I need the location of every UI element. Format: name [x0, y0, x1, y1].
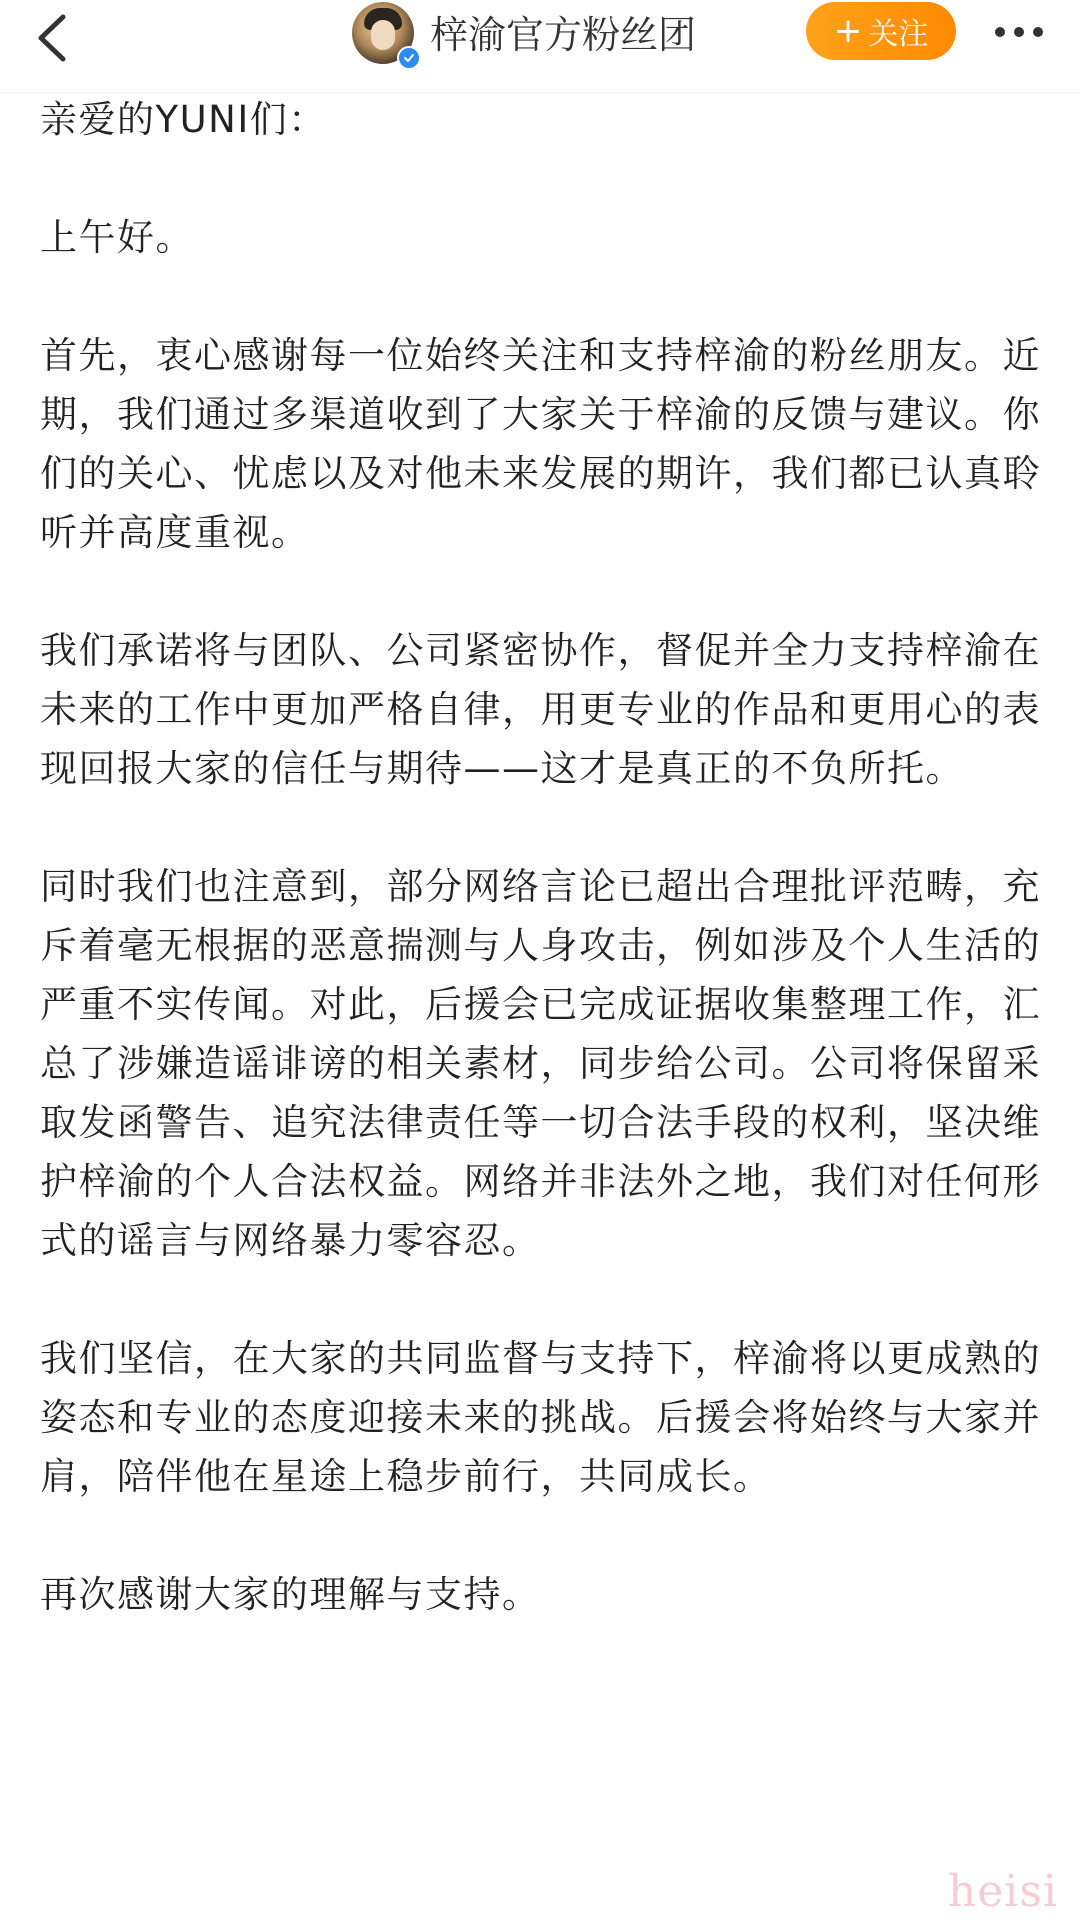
more-dots-icon: [995, 27, 1005, 37]
plus-icon: +: [833, 11, 863, 51]
back-button[interactable]: [28, 6, 76, 70]
top-nav-bar: [0, 0, 1080, 93]
post-paragraph: 我们坚信，在大家的共同监督与支持下，梓渝将以更成熟的姿态和专业的态度迎接未来的挑战。后援会将始终与大家并肩，陪伴他在星途上稳步前行，共同成长。: [40, 1337, 1041, 1498]
account-name[interactable]: 梓渝官方粉丝团: [430, 13, 697, 57]
post-paragraph: 同时我们也注意到，部分网络言论已超出合理批评范畴，充斥着毫无根据的恶意揣测与人身攻击，例如涉及个人生活的严重不实传闻。对此，后援会已完成证据收集整理工作，汇总了涉嫌造谣诽谤的相关素材，同步给公司。公司将保留采取发函警告、追究法律责任等一切合法手段的权利，坚决维护梓渝的个人合法权益。网络并非法外之地，我们对任何形式的谣言与网络暴力零容忍。: [40, 865, 1041, 1262]
post-body: [40, 90, 1050, 1624]
post-salutation: 上午好。: [40, 216, 194, 259]
post-closing: 再次感谢大家的理解与支持。: [40, 1573, 541, 1616]
post-paragraph: 我们承诺将与团队、公司紧密协作，督促并全力支持梓渝在未来的工作中更加严格自律，用更专业的作品和更用心的表现回报大家的信任与期待——这才是真正的不负所托。: [40, 629, 1041, 790]
chevron-left-icon: [35, 13, 69, 63]
follow-button-label: 关注: [868, 17, 929, 52]
more-options-button[interactable]: [982, 4, 1056, 60]
post-paragraph: 首先，衷心感谢每一位始终关注和支持梓渝的粉丝朋友。近期，我们通过多渠道收到了大家关于梓渝的反馈与建议。你们的关心、忧虑以及对他未来发展的期许，我们都已认真聆听并高度重视。: [40, 334, 1041, 554]
verified-badge-icon: [397, 46, 421, 70]
follow-button[interactable]: [806, 2, 956, 60]
watermark-text: heisi: [947, 1866, 1058, 1917]
post-greeting: 亲爱的YUNI们：: [40, 98, 327, 141]
